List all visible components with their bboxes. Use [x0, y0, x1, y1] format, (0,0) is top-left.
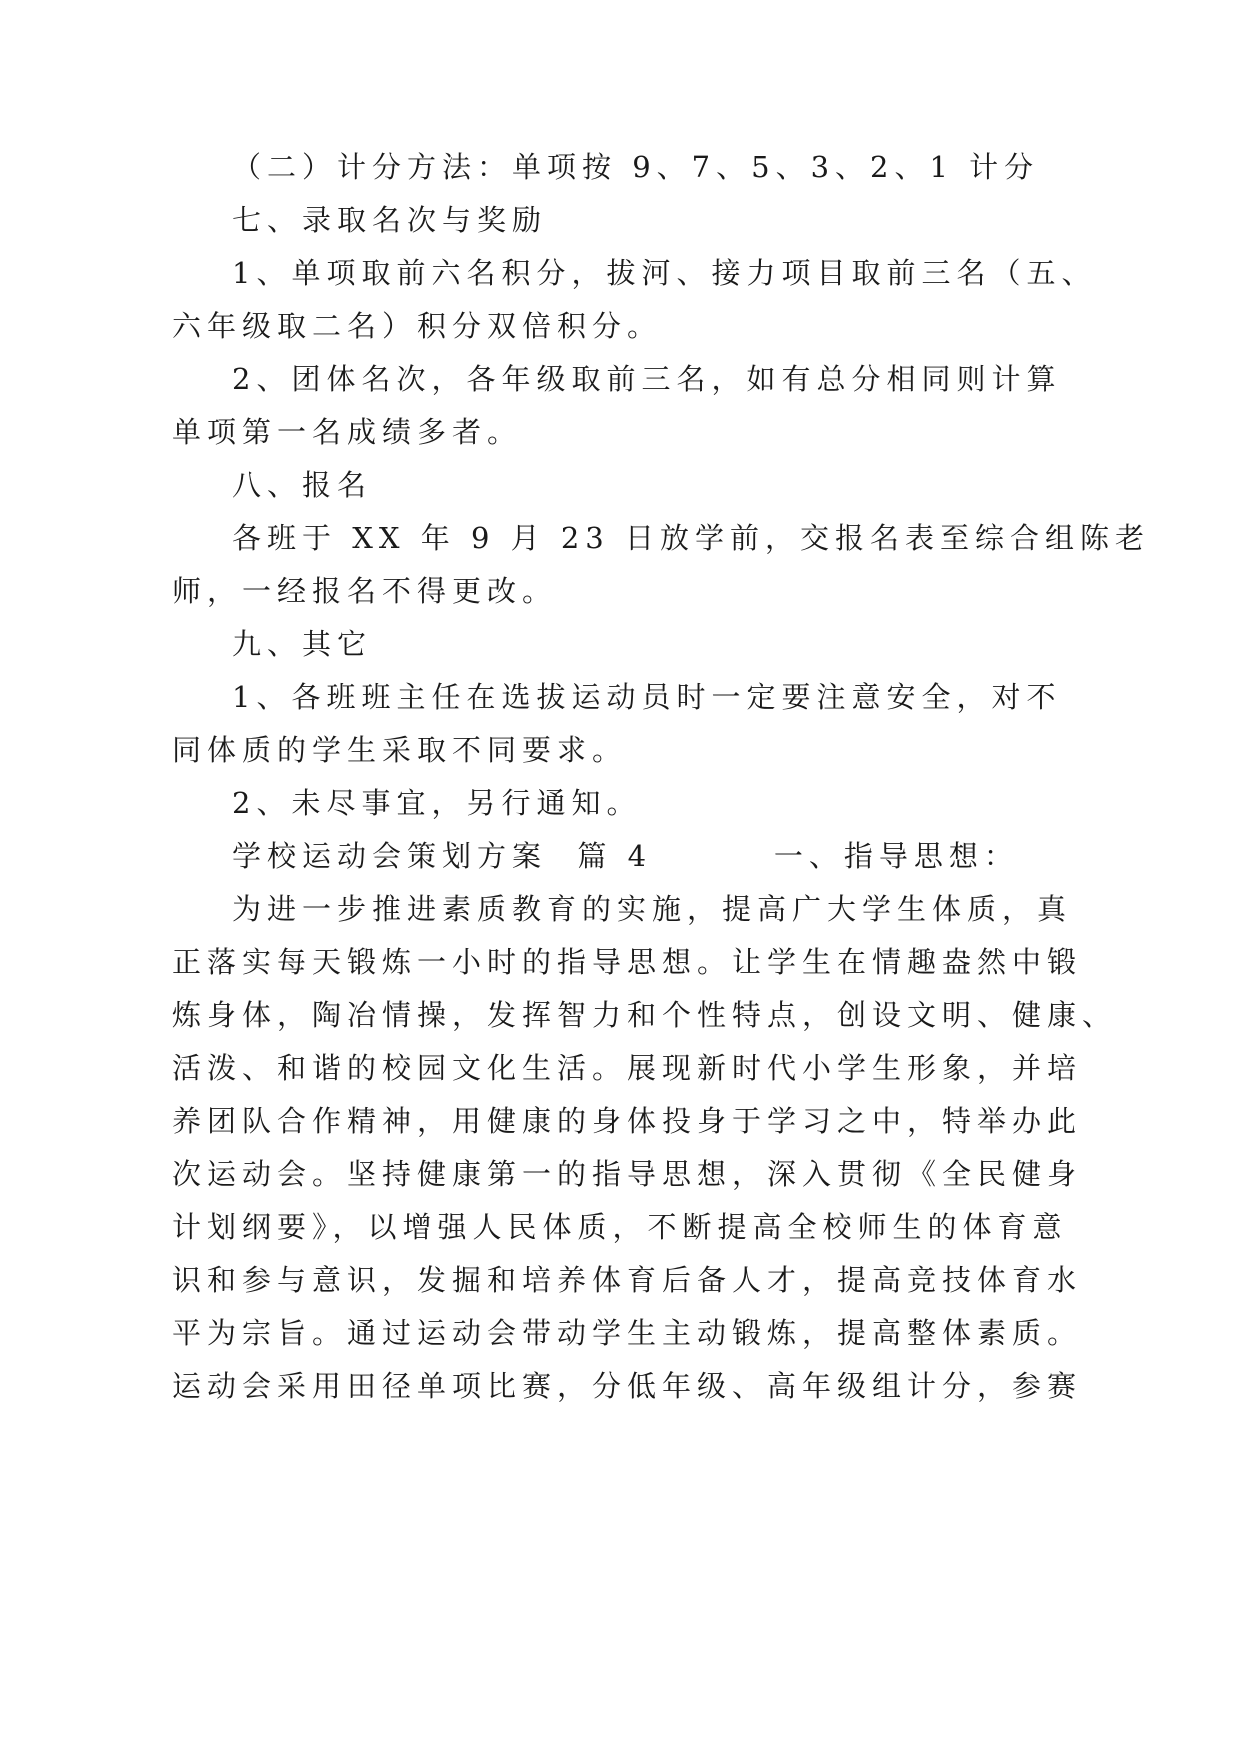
paragraph-line: 炼身体，陶冶情操，发挥智力和个性特点，创设文明、健康、 [172, 998, 1118, 1032]
paragraph-line: 识和参与意识，发掘和培养体育后备人才，提高竞技体育水 [172, 1263, 1083, 1297]
section-heading: 九、其它 [232, 627, 373, 661]
paragraph-line: 正落实每天锻炼一小时的指导思想。让学生在情趣盎然中锻 [172, 945, 1083, 979]
paragraph-line: 六年级取二名）积分双倍积分。 [172, 309, 663, 343]
paragraph-line: 次运动会。坚持健康第一的指导思想，深入贯彻《全民健身 [172, 1157, 1083, 1191]
paragraph-line: （二）计分方法：单项按 9、7、5、3、2、1 计分 [232, 150, 1040, 184]
paragraph-line: 活泼、和谐的校园文化生活。展现新时代小学生形象，并培 [172, 1051, 1083, 1085]
section-heading: 学校运动会策划方案 篇 4 一、指导思想： [232, 839, 1019, 873]
paragraph-line: 2、未尽事宜，另行通知。 [232, 786, 642, 820]
paragraph-line: 平为宗旨。通过运动会带动学生主动锻炼，提高整体素质。 [172, 1316, 1083, 1350]
paragraph-line: 养团队合作精神，用健康的身体投身于学习之中，特举办此 [172, 1104, 1083, 1138]
paragraph-line: 1、单项取前六名积分，拔河、接力项目取前三名（五、 [232, 256, 1097, 290]
section-heading: 七、录取名次与奖励 [232, 203, 548, 237]
paragraph-line: 运动会采用田径单项比赛，分低年级、高年级组计分，参赛 [172, 1369, 1083, 1403]
paragraph-line: 单项第一名成绩多者。 [172, 415, 523, 449]
paragraph-line: 1、各班班主任在选拔运动员时一定要注意安全，对不 [232, 680, 1062, 714]
paragraph-line: 2、团体名次，各年级取前三名，如有总分相同则计算 [232, 362, 1062, 396]
section-heading: 八、报名 [232, 468, 373, 502]
paragraph-line: 各班于 XX 年 9 月 23 日放学前，交报名表至综合组陈老 [232, 521, 1150, 555]
paragraph-line: 师，一经报名不得更改。 [172, 574, 558, 608]
paragraph-line: 同体质的学生采取不同要求。 [172, 733, 628, 767]
paragraph-line: 计划纲要》，以增强人民体质，不断提高全校师生的体育意 [172, 1210, 1068, 1244]
paragraph-line: 为进一步推进素质教育的实施，提高广大学生体质，真 [232, 892, 1073, 926]
